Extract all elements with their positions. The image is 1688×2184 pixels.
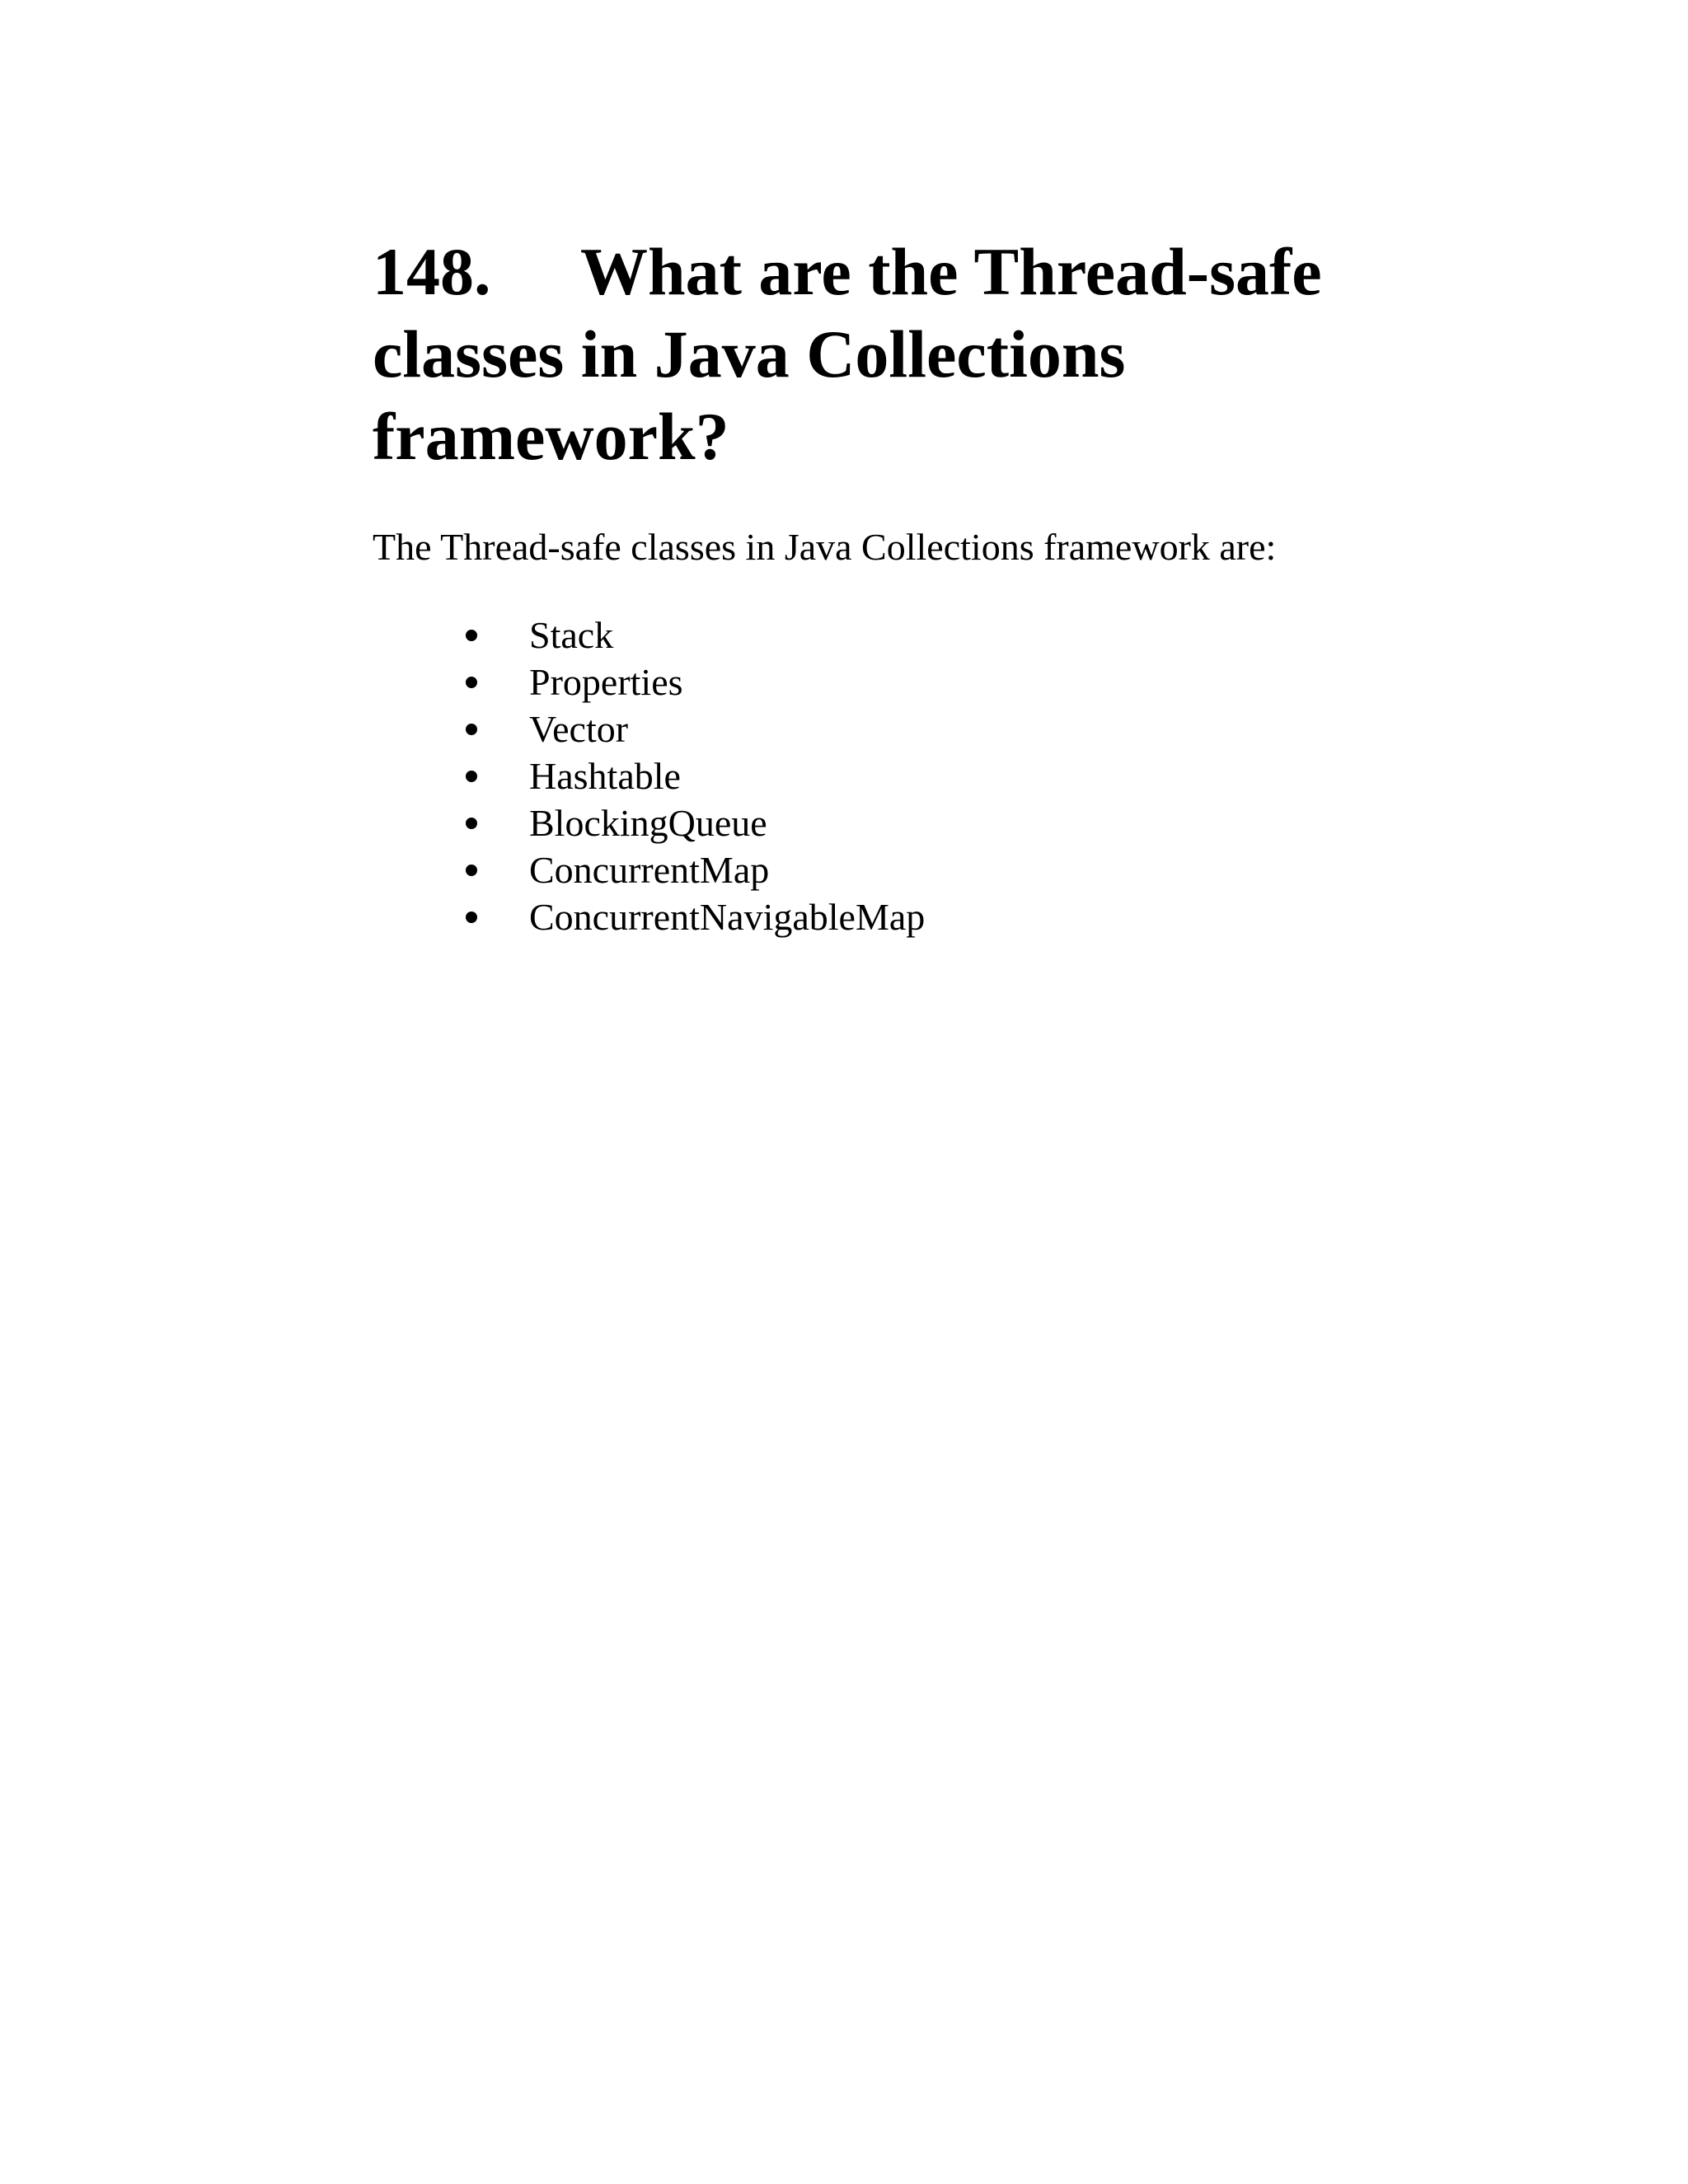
thread-safe-class-list	[373, 612, 1444, 940]
heading-line-1: What are the Thread-safe	[580, 234, 1322, 309]
question-heading	[373, 231, 1444, 478]
page-content	[373, 231, 1444, 940]
list-item-label: Stack	[529, 614, 614, 656]
list-item	[373, 658, 1444, 705]
list-item-label: Hashtable	[529, 755, 681, 797]
bullet-icon	[466, 677, 477, 688]
list-item-label: Vector	[529, 708, 629, 750]
list-item-label: Properties	[529, 661, 683, 703]
list-item-label: ConcurrentMap	[529, 849, 770, 891]
list-item	[373, 846, 1444, 893]
list-item	[373, 893, 1444, 940]
bullet-icon	[466, 630, 477, 641]
list-item	[373, 612, 1444, 658]
bullet-icon	[466, 865, 477, 876]
list-item	[373, 799, 1444, 846]
intro-paragraph: The Thread-safe classes in Java Collections framework are:	[373, 526, 1277, 568]
list-item-label: ConcurrentNavigableMap	[529, 896, 926, 938]
bullet-icon	[466, 818, 477, 829]
heading-line-2: classes in Java Collections	[373, 316, 1126, 391]
heading-line-3: framework?	[373, 399, 729, 474]
list-item	[373, 705, 1444, 752]
list-item-label: BlockingQueue	[529, 802, 767, 844]
question-number: 148.	[373, 234, 491, 309]
list-item	[373, 752, 1444, 799]
bullet-icon	[466, 912, 477, 923]
bullet-icon	[466, 771, 477, 782]
bullet-icon	[466, 724, 477, 735]
